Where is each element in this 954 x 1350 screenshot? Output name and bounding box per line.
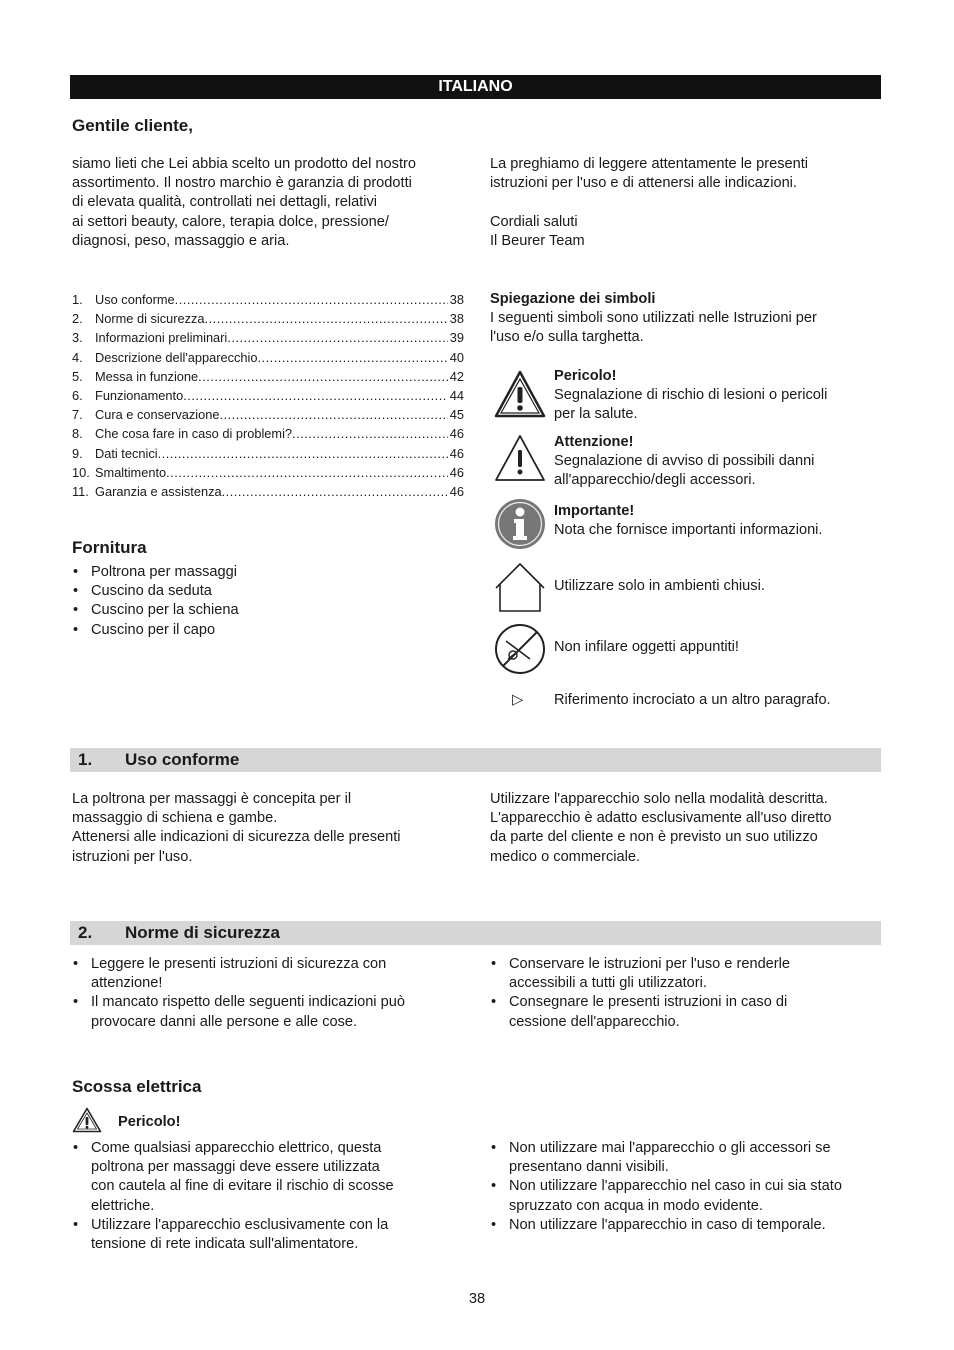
toc-number: 6. (72, 387, 83, 403)
list-item: • Non utilizzare mai l'apparecchio o gli accessori se presentano danni visibili. (490, 1139, 890, 1177)
section-1-header (70, 748, 881, 772)
intro-line: siamo lieti che Lei abbia scelto un prodotto del nostro (72, 156, 416, 172)
closing-line: Cordiali saluti (490, 213, 578, 230)
no-pointed-description: Non infilare oggetti appuntiti! (554, 639, 739, 655)
toc-title: Informazioni preliminari (95, 330, 228, 346)
section-title: Uso conforme (125, 750, 240, 769)
warning-description (554, 433, 884, 491)
greeting-heading: Gentile cliente, (72, 116, 193, 135)
text-line: Attenersi alle indicazioni di sicurezza delle presenti (72, 829, 401, 846)
toc-page: 38 (449, 292, 464, 307)
toc-title: Uso conforme (95, 292, 175, 307)
list-item: • Come qualsiasi apparecchio elettrico, questa poltrona per massaggi deve essere utilizzata con cautela al fine di evitare il rischio di scosse elettriche. (72, 1139, 472, 1216)
closing-line: Il Beurer Team (490, 232, 585, 249)
intro-line: La preghiamo di leggere attentamente le presenti (490, 156, 809, 172)
supply-list (72, 563, 462, 640)
warning-line: Segnalazione di avviso di possibili danni (554, 453, 815, 470)
indoor-description: Utilizzare solo in ambienti chiusi. (554, 578, 765, 594)
caution-triangle-icon (494, 434, 546, 482)
toc-page: 39 (449, 330, 464, 346)
section-1-left (72, 790, 472, 867)
toc-row[interactable] (72, 309, 464, 328)
toc-number: 1. (72, 292, 83, 307)
important-title: Importante! (554, 503, 635, 519)
toc-title: Che cosa fare in caso di problemi? (95, 426, 293, 442)
toc-title: Cura e conservazione (95, 407, 220, 423)
list-item: • Cuscino da seduta (72, 582, 462, 601)
text-line: L'apparecchio è adatto esclusivamente all'uso diretto (490, 810, 832, 827)
toc-title: Garanzia e assistenza (95, 483, 222, 499)
intro-line: diagnosi, peso, massaggio e aria. (72, 232, 290, 249)
toc-row[interactable] (72, 405, 464, 424)
important-line: Nota che fornisce importanti informazioni. (554, 522, 823, 539)
section-title: Norme di sicurezza (125, 923, 280, 942)
toc-number: 4. (72, 349, 83, 365)
section-2-right-list (490, 955, 882, 1032)
toc-page: 38 (449, 311, 464, 327)
toc-title: Norme di sicurezza (95, 311, 205, 327)
intro-line: ai settori beauty, calore, terapia dolce, pressione/ (72, 213, 389, 230)
toc-page: 42 (449, 368, 464, 384)
text-line: La poltrona per massaggi è concepita per il (72, 791, 352, 807)
toc-page: 46 (449, 464, 464, 480)
house-indoor-icon (494, 561, 546, 613)
intro-line: di elevata qualità, controllati nei dettagli, relativi (72, 194, 378, 211)
toc-title: Funzionamento (95, 387, 184, 403)
toc-page: 46 (449, 426, 464, 442)
shock-danger-label: Pericolo! (118, 1114, 181, 1130)
list-item: • Cuscino per il capo (72, 621, 462, 640)
info-icon (494, 498, 546, 550)
list-item: • Non utilizzare l'apparecchio nel caso in cui sia stato spruzzato con acqua in modo evidente. (490, 1177, 890, 1215)
toc-row[interactable] (72, 328, 464, 347)
toc-title: Dati tecnici (95, 445, 158, 461)
danger-warning-triangle-icon (494, 370, 546, 418)
section-2-left-list (72, 955, 472, 1032)
section-number: 2. (78, 923, 93, 942)
section-1-right (490, 790, 882, 867)
toc-row[interactable] (72, 367, 464, 386)
danger-description (554, 367, 884, 425)
crossref-description: Riferimento incrociato a un altro paragrafo. (554, 692, 831, 708)
no-pointed-objects-icon (494, 623, 546, 675)
toc-row[interactable] (72, 290, 464, 309)
shock-right-list (490, 1139, 890, 1235)
toc-number: 11. (72, 483, 89, 499)
text-line: istruzioni per l'uso. (72, 848, 193, 865)
toc-page: 40 (449, 349, 464, 365)
intro-line: assortimento. Il nostro marchio è garanzia di prodotti (72, 175, 412, 192)
toc-number: 8. (72, 426, 83, 442)
intro-right (490, 155, 880, 251)
toc-number: 5. (72, 368, 83, 384)
danger-title: Pericolo! (554, 368, 617, 384)
warning-title: Attenzione! (554, 434, 634, 450)
danger-warning-triangle-icon (72, 1107, 102, 1133)
warning-line: all'apparecchio/degli accessori. (554, 472, 756, 489)
danger-line: Segnalazione di rischio di lesioni o pericoli (554, 387, 828, 404)
toc-row[interactable] (72, 463, 464, 482)
list-item: • Utilizzare l'apparecchio esclusivamente con la tensione di rete indicata sull'alimentatore. (72, 1216, 472, 1254)
toc-page: 46 (449, 483, 464, 499)
section-number: 1. (78, 750, 93, 769)
text-line: Utilizzare l'apparecchio solo nella modalità descritta. (490, 791, 828, 807)
list-item: • Conservare le istruzioni per l'uso e renderle accessibili a tutti gli utilizzatori. (490, 955, 882, 993)
table-of-contents (72, 290, 464, 501)
toc-page: 45 (449, 407, 464, 423)
toc-row[interactable] (72, 386, 464, 405)
symbols-intro (490, 290, 880, 348)
supply-heading: Fornitura (72, 538, 147, 557)
toc-number: 3. (72, 330, 83, 346)
list-item: • Leggere le presenti istruzioni di sicurezza con attenzione! (72, 955, 472, 993)
toc-number: 10. (72, 464, 90, 480)
important-description (554, 502, 884, 540)
shock-left-list (72, 1139, 472, 1254)
toc-number: 2. (72, 311, 83, 327)
text-line: massaggio di schiena e gambe. (72, 810, 278, 827)
language-header: ITALIANO (70, 75, 881, 99)
toc-page: 46 (449, 445, 464, 461)
list-item: • Poltrona per massaggi (72, 563, 462, 582)
intro-left (72, 155, 472, 251)
list-item: • Non utilizzare l'apparecchio in caso di temporale. (490, 1216, 890, 1235)
intro-line: istruzioni per l'uso e di attenersi alle indicazioni. (490, 175, 797, 192)
crossref-arrow-icon: ▷ (512, 692, 524, 708)
toc-page: 44 (449, 387, 464, 403)
list-item: • Cuscino per la schiena (72, 601, 462, 620)
toc-row[interactable] (72, 424, 464, 443)
toc-row[interactable] (72, 444, 464, 463)
toc-row[interactable] (72, 348, 464, 367)
toc-row[interactable] (72, 482, 464, 501)
toc-title: Messa in funzione (95, 368, 199, 384)
section-2-header (70, 921, 881, 945)
page-number: 38 (468, 1291, 486, 1307)
list-item: • Il mancato rispetto delle seguenti indicazioni può provocare danni alle persone e alle cose. (72, 993, 472, 1031)
danger-line: per la salute. (554, 406, 638, 423)
symbols-intro-line: l'uso e/o sulla targhetta. (490, 329, 644, 346)
toc-title: Smaltimento (95, 464, 167, 480)
text-line: da parte del cliente e non è previsto un suo utilizzo (490, 829, 818, 846)
toc-number: 7. (72, 407, 83, 423)
toc-number: 9. (72, 445, 83, 461)
symbols-heading: Spiegazione dei simboli (490, 291, 656, 307)
list-item: • Consegnare le presenti istruzioni in caso di cessione dell'apparecchio. (490, 993, 882, 1031)
electric-shock-heading: Scossa elettrica (72, 1077, 202, 1096)
symbols-intro-line: I seguenti simboli sono utilizzati nelle Istruzioni per (490, 310, 817, 327)
toc-title: Descrizione dell'apparecchio (95, 349, 258, 365)
text-line: medico o commerciale. (490, 848, 641, 865)
